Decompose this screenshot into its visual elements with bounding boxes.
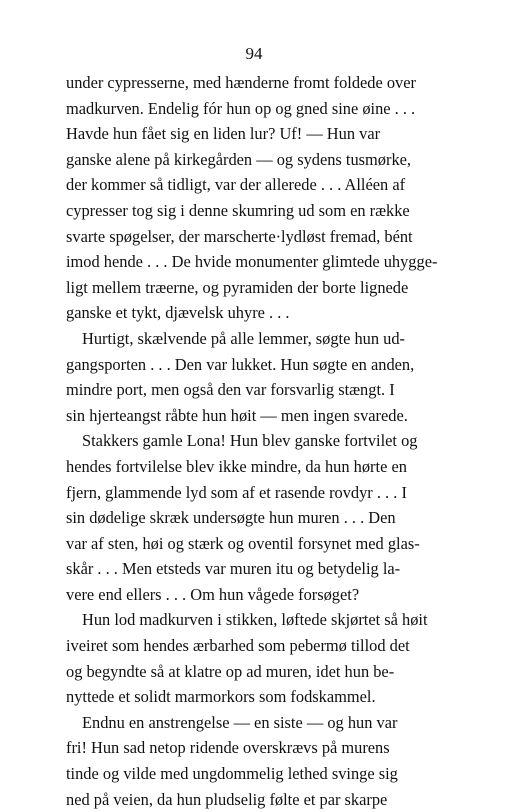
text-line: ned på veien, da hun pludselig følte et par skarpe — [66, 789, 388, 809]
text-line: Hurtigt, skælvende på alle lemmer, søgte hun ud- — [82, 328, 405, 348]
text-line: skår . . . Men etsteds var muren itu og betydelig la- — [66, 559, 401, 579]
text-line: ligt mellem træerne, og pyramiden der borte lignede — [66, 277, 409, 297]
text-line: fri! Hun sad netop ridende overskrævs på murens — [66, 738, 390, 758]
text-line: Havde hun fået sig en liden lur? Uf! — Hun var — [66, 124, 381, 144]
text-line: cypresser tog sig i denne skumring ud som en række — [66, 200, 410, 220]
text-line: hendes fortvilelse blev ikke mindre, da hun hørte en — [66, 456, 407, 476]
text-line: og begyndte så at klatre op ad muren, idet hun be- — [66, 661, 395, 681]
text-line: vere end ellers . . . Om hun vågede forsøget? — [66, 584, 360, 604]
text-line: under cypresserne, med hænderne fromt foldede over — [66, 73, 416, 92]
text-line: nyttede et solidt marmorkors som fodskammel. — [66, 687, 376, 707]
text-line: Hun lod madkurven i stikken, løftede skjørtet så høit — [82, 610, 428, 630]
text-line: madkurven. Endelig fór hun op og gned sine øine . . . — [66, 98, 416, 118]
text-line: ganske alene på kirkegården — og sydens tusmørke, — [66, 149, 412, 169]
text-line: mindre port, men også den var forsvarlig stængt. I — [66, 380, 395, 400]
text-line: Endnu en anstrengelse — en siste — og hun var — [82, 712, 398, 732]
text-line: der kommer så tidligt, var der allerede . . . Alléen af — [66, 175, 406, 195]
text-line: sin dødelige skræk undersøgte hun muren . . . Den — [66, 508, 396, 528]
text-line: Stakkers gamle Lona! Hun blev ganske fortvilet og — [82, 431, 418, 451]
text-line: iveiret som hendes ærbarhed som pebermø tillod det — [66, 636, 410, 656]
text-line: imod hende . . . De hvide monumenter glimtede uhygge- — [66, 252, 438, 272]
text-line: ganske et tykt, djævelsk uhyre . . . — [66, 303, 290, 323]
text-line: sin hjerteangst råbte hun høit — men ingen svarede. — [66, 405, 408, 425]
text-line: svarte spøgelser, der marscherte·lydløst fremad, bént — [66, 226, 413, 246]
text-line: tinde og vilde med ungdommelig lethed svinge sig — [66, 764, 398, 784]
text-line: fjern, glammende lyd som af et rasende rovdyr . . . I — [66, 482, 407, 502]
page-number: 94 — [245, 44, 263, 63]
text-line: var af sten, høi og stærk og oventil forsynet med glas- — [66, 533, 420, 553]
text-line: gangsporten . . . Den var lukket. Hun søgte en anden, — [66, 354, 415, 374]
body-text — [66, 70, 449, 812]
